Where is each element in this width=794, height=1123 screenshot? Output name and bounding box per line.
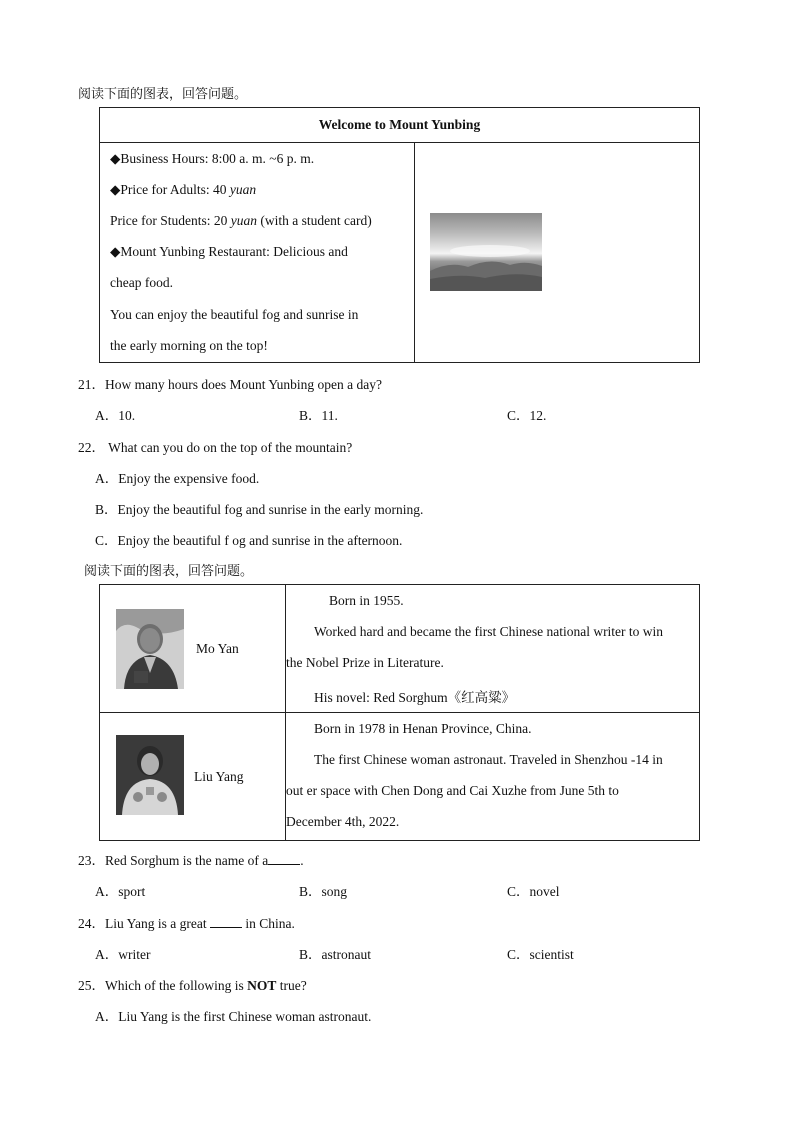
question-22: 22． What can you do on the top of the mountain? [78, 440, 353, 455]
person-cell-liu-yang [100, 713, 286, 841]
q21-option-c[interactable]: C．12. [507, 408, 547, 423]
q23-option-b[interactable]: B．song [299, 884, 348, 899]
notice-image-cell [415, 143, 700, 363]
section-instruction-2: 阅读下面的图表，回答问题。 [84, 564, 254, 579]
person-name-mo-yan: Mo Yan [196, 641, 239, 656]
q24-option-b[interactable]: B．astronaut [299, 947, 371, 962]
liu-yang-achievement: The first Chinese woman astronaut. Traveled in Shenzhou -14 in [314, 752, 663, 767]
mo-yan-achievement: Worked hard and became the first Chinese national writer to win [314, 624, 664, 639]
liu-yang-travel: out er space with Chen Dong and Cai Xuzhe from June 5th to [286, 783, 619, 798]
question-23: 23．Red Sorghum is the name of a . [78, 853, 304, 868]
notice-line-food: cheap food. [110, 275, 173, 290]
mo-yan-portrait [116, 609, 184, 689]
question-24: 24．Liu Yang is a great in China. [78, 916, 295, 931]
person-info-mo-yan [286, 585, 700, 713]
mo-yan-born: Born in 1955. [329, 593, 404, 608]
notice-table [99, 107, 700, 363]
q22-option-c[interactable]: C．Enjoy the beautiful f og and sunrise in the afternoon. [95, 533, 403, 548]
notice-title: Welcome to Mount Yunbing [318, 117, 481, 132]
q22-option-b[interactable]: B．Enjoy the beautiful fog and sunrise in the early morning. [95, 502, 424, 517]
people-table [99, 584, 700, 841]
q23-option-a[interactable]: A．sport [95, 884, 146, 899]
notice-info-cell [100, 143, 415, 363]
liu-yang-born: Born in 1978 in Henan Province, China. [314, 721, 532, 736]
q24-option-a[interactable]: A．writer [95, 947, 151, 962]
q24-option-c[interactable]: C．scientist [507, 947, 574, 962]
mo-yan-prize: the Nobel Prize in Literature. [286, 655, 444, 670]
notice-line-morning: the early morning on the top! [110, 338, 268, 353]
liu-yang-date: December 4th, 2022. [286, 814, 400, 829]
q23-option-c[interactable]: C．novel [507, 884, 560, 899]
person-cell-mo-yan [100, 585, 286, 713]
notice-line-enjoy: You can enjoy the beautiful fog and sunrise in [110, 307, 359, 322]
question-21: 21．How many hours does Mount Yunbing open a day? [78, 377, 382, 392]
liu-yang-portrait [116, 735, 184, 815]
person-name-liu-yang: Liu Yang [194, 769, 244, 784]
mo-yan-novel: His novel: Red Sorghum《红高粱》 [314, 690, 516, 705]
mountain-fog-photo [430, 213, 542, 291]
notice-line-restaurant: ◆Mount Yunbing Restaurant: Delicious and [110, 244, 348, 259]
answer-blank[interactable] [268, 853, 300, 865]
notice-line-hours: ◆Business Hours: 8:00 a. m. ~6 p. m. [110, 151, 315, 166]
answer-blank[interactable] [210, 916, 242, 928]
section-instruction: 阅读下面的图表，回答问题。 [78, 87, 248, 102]
question-25: 25．Which of the following is NOT true? [78, 978, 307, 993]
q21-option-b[interactable]: B．11. [299, 408, 338, 423]
notice-line-student-price: Price for Students: 20 yuan (with a student card) [110, 213, 372, 228]
notice-line-adult-price: ◆Price for Adults: 40 yuan [110, 182, 257, 197]
q22-option-a[interactable]: A．Enjoy the expensive food. [95, 471, 260, 486]
person-info-liu-yang [286, 713, 700, 841]
q25-option-a[interactable]: A．Liu Yang is the first Chinese woman astronaut. [95, 1009, 372, 1024]
q21-option-a[interactable]: A．10. [95, 408, 136, 423]
